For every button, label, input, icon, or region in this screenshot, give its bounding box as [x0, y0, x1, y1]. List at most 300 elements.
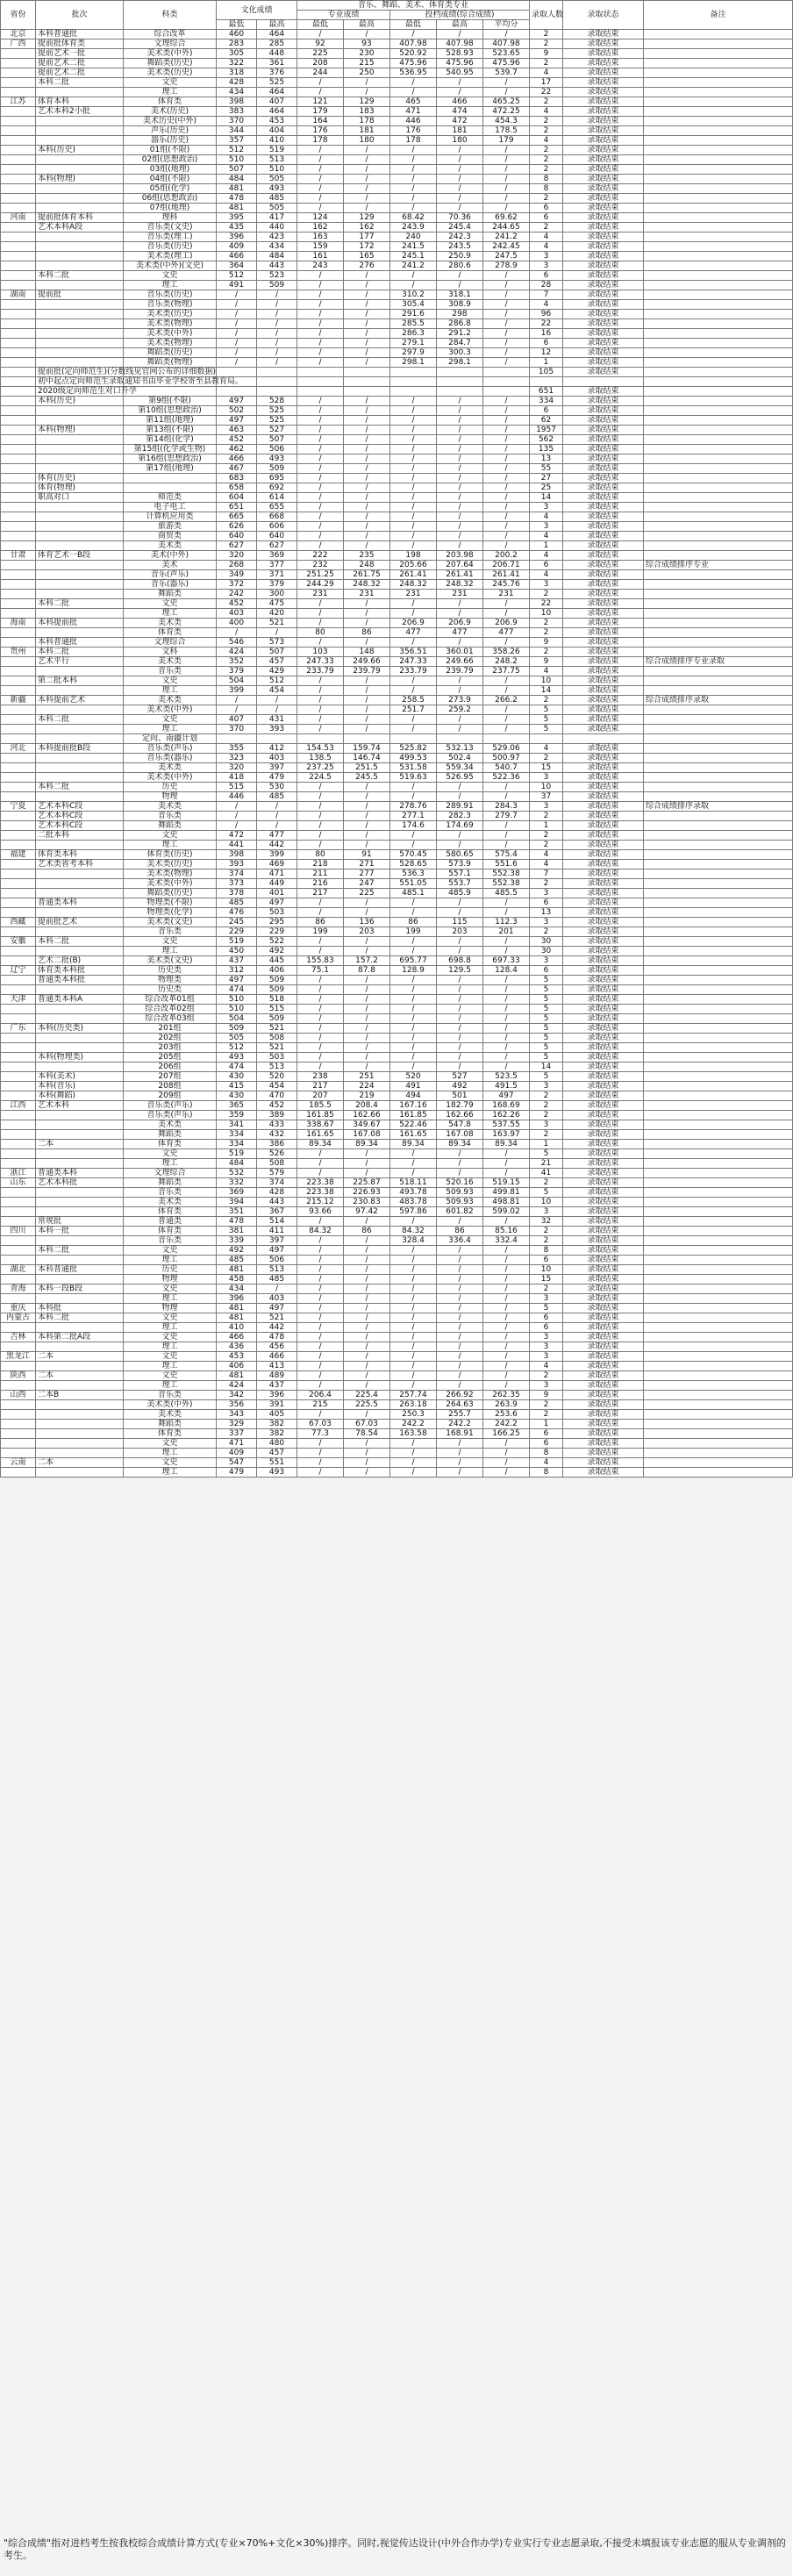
pro-max-cell: 271 [344, 860, 390, 869]
batch-cell [36, 1188, 124, 1198]
comp-max-cell: 245.4 [437, 223, 483, 233]
note-cell [644, 512, 793, 522]
table-body [1, 30, 793, 1478]
note-cell [644, 1352, 793, 1362]
province-cell [1, 879, 36, 889]
culture-min-cell: 484 [217, 175, 257, 184]
subject-cell: 美术类(中外) [124, 1400, 217, 1410]
comp-avg-cell: / [483, 483, 530, 493]
table-row [1, 676, 793, 686]
comp-avg-cell: 244.65 [483, 223, 530, 233]
culture-max-cell: 506 [257, 1256, 297, 1265]
province-cell [1, 136, 36, 146]
comp-min-cell: 240 [390, 233, 437, 242]
note-cell [644, 493, 793, 503]
comp-avg-cell: / [483, 474, 530, 483]
culture-min-cell: 435 [217, 223, 257, 233]
pro-max-cell: 167.08 [344, 1130, 390, 1140]
subject-cell: 文史 [124, 1149, 217, 1159]
culture-max-cell: 477 [257, 831, 297, 841]
subject-cell: 历史 [124, 783, 217, 792]
culture-max-cell: 407 [257, 97, 297, 107]
comp-max-cell: / [437, 146, 483, 155]
count-cell: 3 [530, 918, 563, 927]
pro-min-cell [297, 368, 344, 377]
comp-min-cell [390, 387, 437, 397]
subject-cell: 音乐类(声乐) [124, 744, 217, 754]
comp-min-cell: 597.86 [390, 1207, 437, 1217]
status-cell: 录取结束 [563, 1159, 644, 1169]
pro-min-cell: / [297, 1323, 344, 1333]
culture-max-cell: 445 [257, 956, 297, 966]
comp-min-cell: / [390, 715, 437, 725]
subject-cell [124, 483, 217, 493]
culture-max-cell: 454 [257, 686, 297, 696]
pro-max-cell: / [344, 78, 390, 88]
culture-min-cell: 485 [217, 898, 257, 908]
table-row [1, 1217, 793, 1227]
batch-cell [36, 406, 124, 416]
table-row [1, 1439, 793, 1449]
province-cell: 吉林 [1, 1333, 36, 1342]
pro-min-cell: / [297, 1468, 344, 1478]
batch-cell [36, 908, 124, 918]
note-cell [644, 1053, 793, 1063]
pro-max-cell: 181 [344, 126, 390, 136]
note-cell [644, 1111, 793, 1120]
comp-max-cell: / [437, 841, 483, 850]
pro-min-cell: / [297, 483, 344, 493]
province-cell [1, 1217, 36, 1227]
comp-max-cell: / [437, 599, 483, 609]
batch-cell: 艺术类省考本科 [36, 860, 124, 869]
table-row [1, 290, 793, 300]
pro-min-cell: / [297, 1034, 344, 1043]
province-cell [1, 49, 36, 59]
comp-min-cell: / [390, 1014, 437, 1024]
subject-cell: 文史 [124, 1313, 217, 1323]
comp-avg-cell: 85.16 [483, 1227, 530, 1236]
comp-max-cell: / [437, 204, 483, 213]
culture-max-cell: 521 [257, 1313, 297, 1323]
province-cell [1, 68, 36, 78]
comp-avg-cell: / [483, 310, 530, 319]
comp-max-cell: / [437, 184, 483, 194]
status-cell: 录取结束 [563, 1256, 644, 1265]
culture-min-cell: 351 [217, 1207, 257, 1217]
culture-min-cell: 370 [217, 725, 257, 734]
pro-max-cell: / [344, 290, 390, 300]
note-cell [644, 1449, 793, 1458]
province-cell [1, 464, 36, 474]
comp-max-cell: 261.41 [437, 570, 483, 580]
province-cell [1, 339, 36, 348]
culture-max-cell: / [257, 300, 297, 310]
batch-cell: 本科一段B段 [36, 1284, 124, 1294]
batch-cell: 本科第二批A段 [36, 1333, 124, 1342]
status-cell: 录取结束 [563, 1072, 644, 1082]
comp-max-cell: / [437, 1294, 483, 1304]
pro-min-cell: / [297, 541, 344, 551]
table-row [1, 155, 793, 165]
subject-cell: 商贸类 [124, 532, 217, 541]
pro-max-cell: / [344, 802, 390, 812]
table-row [1, 1449, 793, 1458]
table-row [1, 1400, 793, 1410]
province-cell [1, 1429, 36, 1439]
culture-min-cell: 497 [217, 416, 257, 426]
comp-max-cell: / [437, 474, 483, 483]
note-cell [644, 1362, 793, 1371]
comp-min-cell: / [390, 155, 437, 165]
status-cell: 录取结束 [563, 213, 644, 223]
count-cell: 5 [530, 1034, 563, 1043]
subject-cell: 文史 [124, 1333, 217, 1342]
pro-min-cell: / [297, 1043, 344, 1053]
status-cell: 录取结束 [563, 879, 644, 889]
count-cell: 4 [530, 532, 563, 541]
table-row [1, 310, 793, 319]
note-cell [644, 831, 793, 841]
culture-min-cell: 320 [217, 763, 257, 773]
culture-max-cell: 420 [257, 609, 297, 619]
comp-max-cell: 243.5 [437, 242, 483, 252]
header-culture-score: 文化成绩 [217, 1, 297, 20]
comp-min-cell: 471 [390, 107, 437, 117]
count-cell: 4 [530, 1362, 563, 1371]
count-cell: 1 [530, 358, 563, 368]
count-cell: 2 [530, 1236, 563, 1246]
batch-cell [36, 985, 124, 995]
culture-max-cell: 573 [257, 638, 297, 648]
table-row [1, 792, 793, 802]
status-cell: 录取结束 [563, 1091, 644, 1101]
status-cell: 录取结束 [563, 1014, 644, 1024]
table-row [1, 628, 793, 638]
pro-max-cell: / [344, 1034, 390, 1043]
comp-avg-cell: / [483, 831, 530, 841]
culture-max-cell: 437 [257, 1381, 297, 1391]
comp-max-cell: / [437, 30, 483, 39]
comp-max-cell: 167.08 [437, 1130, 483, 1140]
note-cell [644, 754, 793, 763]
comp-min-cell: / [390, 841, 437, 850]
subject-cell: 历史类 [124, 966, 217, 976]
batch-cell [36, 927, 124, 937]
batch-cell: 艺术平行 [36, 657, 124, 667]
culture-min-cell: 394 [217, 1198, 257, 1207]
batch-cell [36, 1256, 124, 1265]
subject-cell: 美术类 [124, 1198, 217, 1207]
pro-max-cell: / [344, 271, 390, 281]
batch-cell: 普通类本科批 [36, 976, 124, 985]
pro-min-cell: / [297, 397, 344, 406]
culture-max-cell: 285 [257, 39, 297, 49]
comp-min-cell: 520 [390, 1072, 437, 1082]
count-cell: 2 [530, 1371, 563, 1381]
pro-max-cell: 276 [344, 261, 390, 271]
comp-min-cell: 167.16 [390, 1101, 437, 1111]
comp-avg-cell: 241.2 [483, 233, 530, 242]
pro-min-cell: / [297, 290, 344, 300]
comp-min-cell: / [390, 483, 437, 493]
table-row [1, 860, 793, 869]
subject-cell: 05组(化学) [124, 184, 217, 194]
comp-min-cell: / [390, 638, 437, 648]
count-cell: 2 [530, 696, 563, 705]
culture-min-cell: 424 [217, 648, 257, 657]
count-cell: 4 [530, 570, 563, 580]
note-cell [644, 1246, 793, 1256]
count-cell: 135 [530, 445, 563, 454]
count-cell: 5 [530, 705, 563, 715]
province-cell [1, 1236, 36, 1246]
note-cell [644, 310, 793, 319]
subject-cell: 舞蹈类 [124, 1130, 217, 1140]
province-cell [1, 734, 36, 744]
pro-min-cell: / [297, 715, 344, 725]
batch-cell [36, 1120, 124, 1130]
count-cell: 4 [530, 107, 563, 117]
comp-max-cell: 526.95 [437, 773, 483, 783]
table-row [1, 821, 793, 831]
comp-avg-cell [483, 368, 530, 377]
culture-max-cell: 397 [257, 763, 297, 773]
pro-min-cell: 179 [297, 107, 344, 117]
batch-cell [36, 1400, 124, 1410]
status-cell: 录取结束 [563, 985, 644, 995]
comp-min-cell: 518.11 [390, 1178, 437, 1188]
comp-max-cell: / [437, 715, 483, 725]
province-cell: 海南 [1, 619, 36, 628]
province-cell [1, 1449, 36, 1458]
note-cell: 综合成绩排序专业 [644, 561, 793, 570]
status-cell: 录取结束 [563, 358, 644, 368]
comp-min-cell: 465 [390, 97, 437, 107]
note-cell [644, 1207, 793, 1217]
culture-min-cell: 519 [217, 1149, 257, 1159]
pro-max-cell: 165 [344, 252, 390, 261]
table-row [1, 812, 793, 821]
pro-max-cell: / [344, 1256, 390, 1265]
status-cell: 录取结束 [563, 233, 644, 242]
note-cell [644, 1304, 793, 1313]
subject-cell: 02组(思想政治) [124, 155, 217, 165]
comp-max-cell: / [437, 609, 483, 619]
pro-max-cell: / [344, 1294, 390, 1304]
comp-min-cell: / [390, 1284, 437, 1294]
comp-max-cell: / [437, 1304, 483, 1313]
culture-min-cell: 396 [217, 1294, 257, 1304]
culture-max-cell: 229 [257, 927, 297, 937]
pro-min-cell: / [297, 184, 344, 194]
status-cell: 录取结束 [563, 1410, 644, 1420]
comp-avg-cell: 477 [483, 628, 530, 638]
culture-max-cell: / [257, 628, 297, 638]
table-row [1, 1429, 793, 1439]
pro-max-cell: 231 [344, 590, 390, 599]
table-row [1, 956, 793, 966]
comp-max-cell: / [437, 1256, 483, 1265]
pro-min-cell: / [297, 78, 344, 88]
culture-max-cell: 509 [257, 985, 297, 995]
culture-max-cell: 403 [257, 1294, 297, 1304]
province-cell: 宁夏 [1, 802, 36, 812]
culture-min-cell: / [217, 628, 257, 638]
comp-max-cell: 259.2 [437, 705, 483, 715]
status-cell: 录取结束 [563, 39, 644, 49]
province-cell [1, 88, 36, 97]
table-row [1, 474, 793, 483]
count-cell: 5 [530, 1024, 563, 1034]
culture-min-cell: 504 [217, 676, 257, 686]
note-cell [644, 155, 793, 165]
comp-avg-cell: / [483, 281, 530, 290]
table-row [1, 985, 793, 995]
count-cell: 8 [530, 175, 563, 184]
pro-max-cell: / [344, 1246, 390, 1256]
comp-min-cell: 178 [390, 136, 437, 146]
note-cell [644, 1130, 793, 1140]
batch-cell: 艺术本科C段 [36, 812, 124, 821]
pro-max-cell: / [344, 541, 390, 551]
batch-cell [36, 667, 124, 676]
status-cell: 录取结束 [563, 686, 644, 696]
pro-max-cell: 129 [344, 97, 390, 107]
culture-min-cell: 472 [217, 831, 257, 841]
culture-min-cell: 504 [217, 1014, 257, 1024]
comp-min-cell: 205.66 [390, 561, 437, 570]
batch-cell: 艺术本科 [36, 1101, 124, 1111]
note-cell [644, 1005, 793, 1014]
batch-cell [36, 165, 124, 175]
culture-min-cell: 415 [217, 1082, 257, 1091]
subject-cell: 06组(思想政治) [124, 194, 217, 204]
comp-max-cell: 242.2 [437, 1420, 483, 1429]
subject-cell: 声乐(历史) [124, 126, 217, 136]
batch-cell [36, 464, 124, 474]
comp-max-cell: / [437, 638, 483, 648]
batch-cell: 本科二批 [36, 78, 124, 88]
table-row [1, 1294, 793, 1304]
table-row [1, 541, 793, 551]
pro-max-cell: 67.03 [344, 1420, 390, 1429]
table-row [1, 1111, 793, 1120]
pro-min-cell: / [297, 1217, 344, 1227]
header-note: 备注 [644, 1, 793, 30]
table-row [1, 493, 793, 503]
pro-min-cell: 80 [297, 628, 344, 638]
comp-min-cell: / [390, 78, 437, 88]
culture-min-cell: 396 [217, 233, 257, 242]
batch-cell [36, 117, 124, 126]
comp-min-cell: / [390, 416, 437, 426]
comp-min-cell: 176 [390, 126, 437, 136]
comp-avg-cell: 242.2 [483, 1420, 530, 1429]
comp-avg-cell: 89.34 [483, 1140, 530, 1149]
note-cell [644, 541, 793, 551]
comp-avg-cell: / [483, 204, 530, 213]
header-admit-count: 录取人数 [530, 1, 563, 30]
batch-cell: 艺术本科C段 [36, 821, 124, 831]
comp-avg-cell: 551.6 [483, 860, 530, 869]
subject-cell: 美术类 [124, 802, 217, 812]
table-row [1, 184, 793, 194]
comp-min-cell: 161.85 [390, 1111, 437, 1120]
subject-cell: 定向、南疆计划 [124, 734, 217, 744]
batch-cell [36, 628, 124, 638]
table-row [1, 426, 793, 435]
note-cell [644, 483, 793, 493]
pro-max-cell: / [344, 88, 390, 97]
batch-cell [36, 1063, 124, 1072]
comp-avg-cell: / [483, 783, 530, 792]
culture-min-cell: 436 [217, 1342, 257, 1352]
count-cell: 2 [530, 39, 563, 49]
note-cell [644, 252, 793, 261]
table-row [1, 995, 793, 1005]
comp-avg-cell: 262.35 [483, 1391, 530, 1400]
table-row [1, 590, 793, 599]
culture-min-cell: 409 [217, 242, 257, 252]
header-status: 录取状态 [563, 1, 644, 30]
comp-avg-cell: / [483, 792, 530, 802]
pro-max-cell: 148 [344, 648, 390, 657]
pro-max-cell: / [344, 281, 390, 290]
culture-min-cell: 658 [217, 483, 257, 493]
count-cell: 10 [530, 609, 563, 619]
comp-min-cell: 522.46 [390, 1120, 437, 1130]
comp-max-cell: / [437, 676, 483, 686]
status-cell: 录取结束 [563, 368, 644, 377]
table-row [1, 725, 793, 734]
pro-min-cell: / [297, 464, 344, 474]
subject-cell: 文科 [124, 648, 217, 657]
culture-min-cell: 437 [217, 956, 257, 966]
note-cell [644, 426, 793, 435]
culture-max-cell [257, 387, 297, 397]
culture-max-cell: / [257, 339, 297, 348]
table-row [1, 261, 793, 271]
province-cell [1, 1034, 36, 1043]
table-row [1, 580, 793, 590]
culture-min-cell: 466 [217, 1333, 257, 1342]
status-cell: 录取结束 [563, 541, 644, 551]
count-cell: 3 [530, 252, 563, 261]
culture-min-cell: 395 [217, 213, 257, 223]
culture-max-cell: 505 [257, 204, 297, 213]
subject-cell: 物理 [124, 792, 217, 802]
comp-min-cell: / [390, 995, 437, 1005]
count-cell: 2 [530, 1284, 563, 1294]
subject-cell: 美术类(理工) [124, 252, 217, 261]
culture-min-cell: 512 [217, 1043, 257, 1053]
culture-min-cell: 474 [217, 1063, 257, 1072]
pro-max-cell: / [344, 1333, 390, 1342]
batch-cell: 本科批 [36, 1304, 124, 1313]
table-row [1, 204, 793, 213]
status-cell: 录取结束 [563, 1140, 644, 1149]
batch-cell: 本科二批 [36, 715, 124, 725]
batch-cell [36, 348, 124, 358]
pro-min-cell: / [297, 1294, 344, 1304]
pro-max-cell: / [344, 1313, 390, 1323]
subject-cell: 历史 [124, 1265, 217, 1275]
count-cell: 3 [530, 802, 563, 812]
comp-avg-cell: 263.9 [483, 1400, 530, 1410]
comp-avg-cell: / [483, 1159, 530, 1169]
count-cell: 3 [530, 1333, 563, 1342]
